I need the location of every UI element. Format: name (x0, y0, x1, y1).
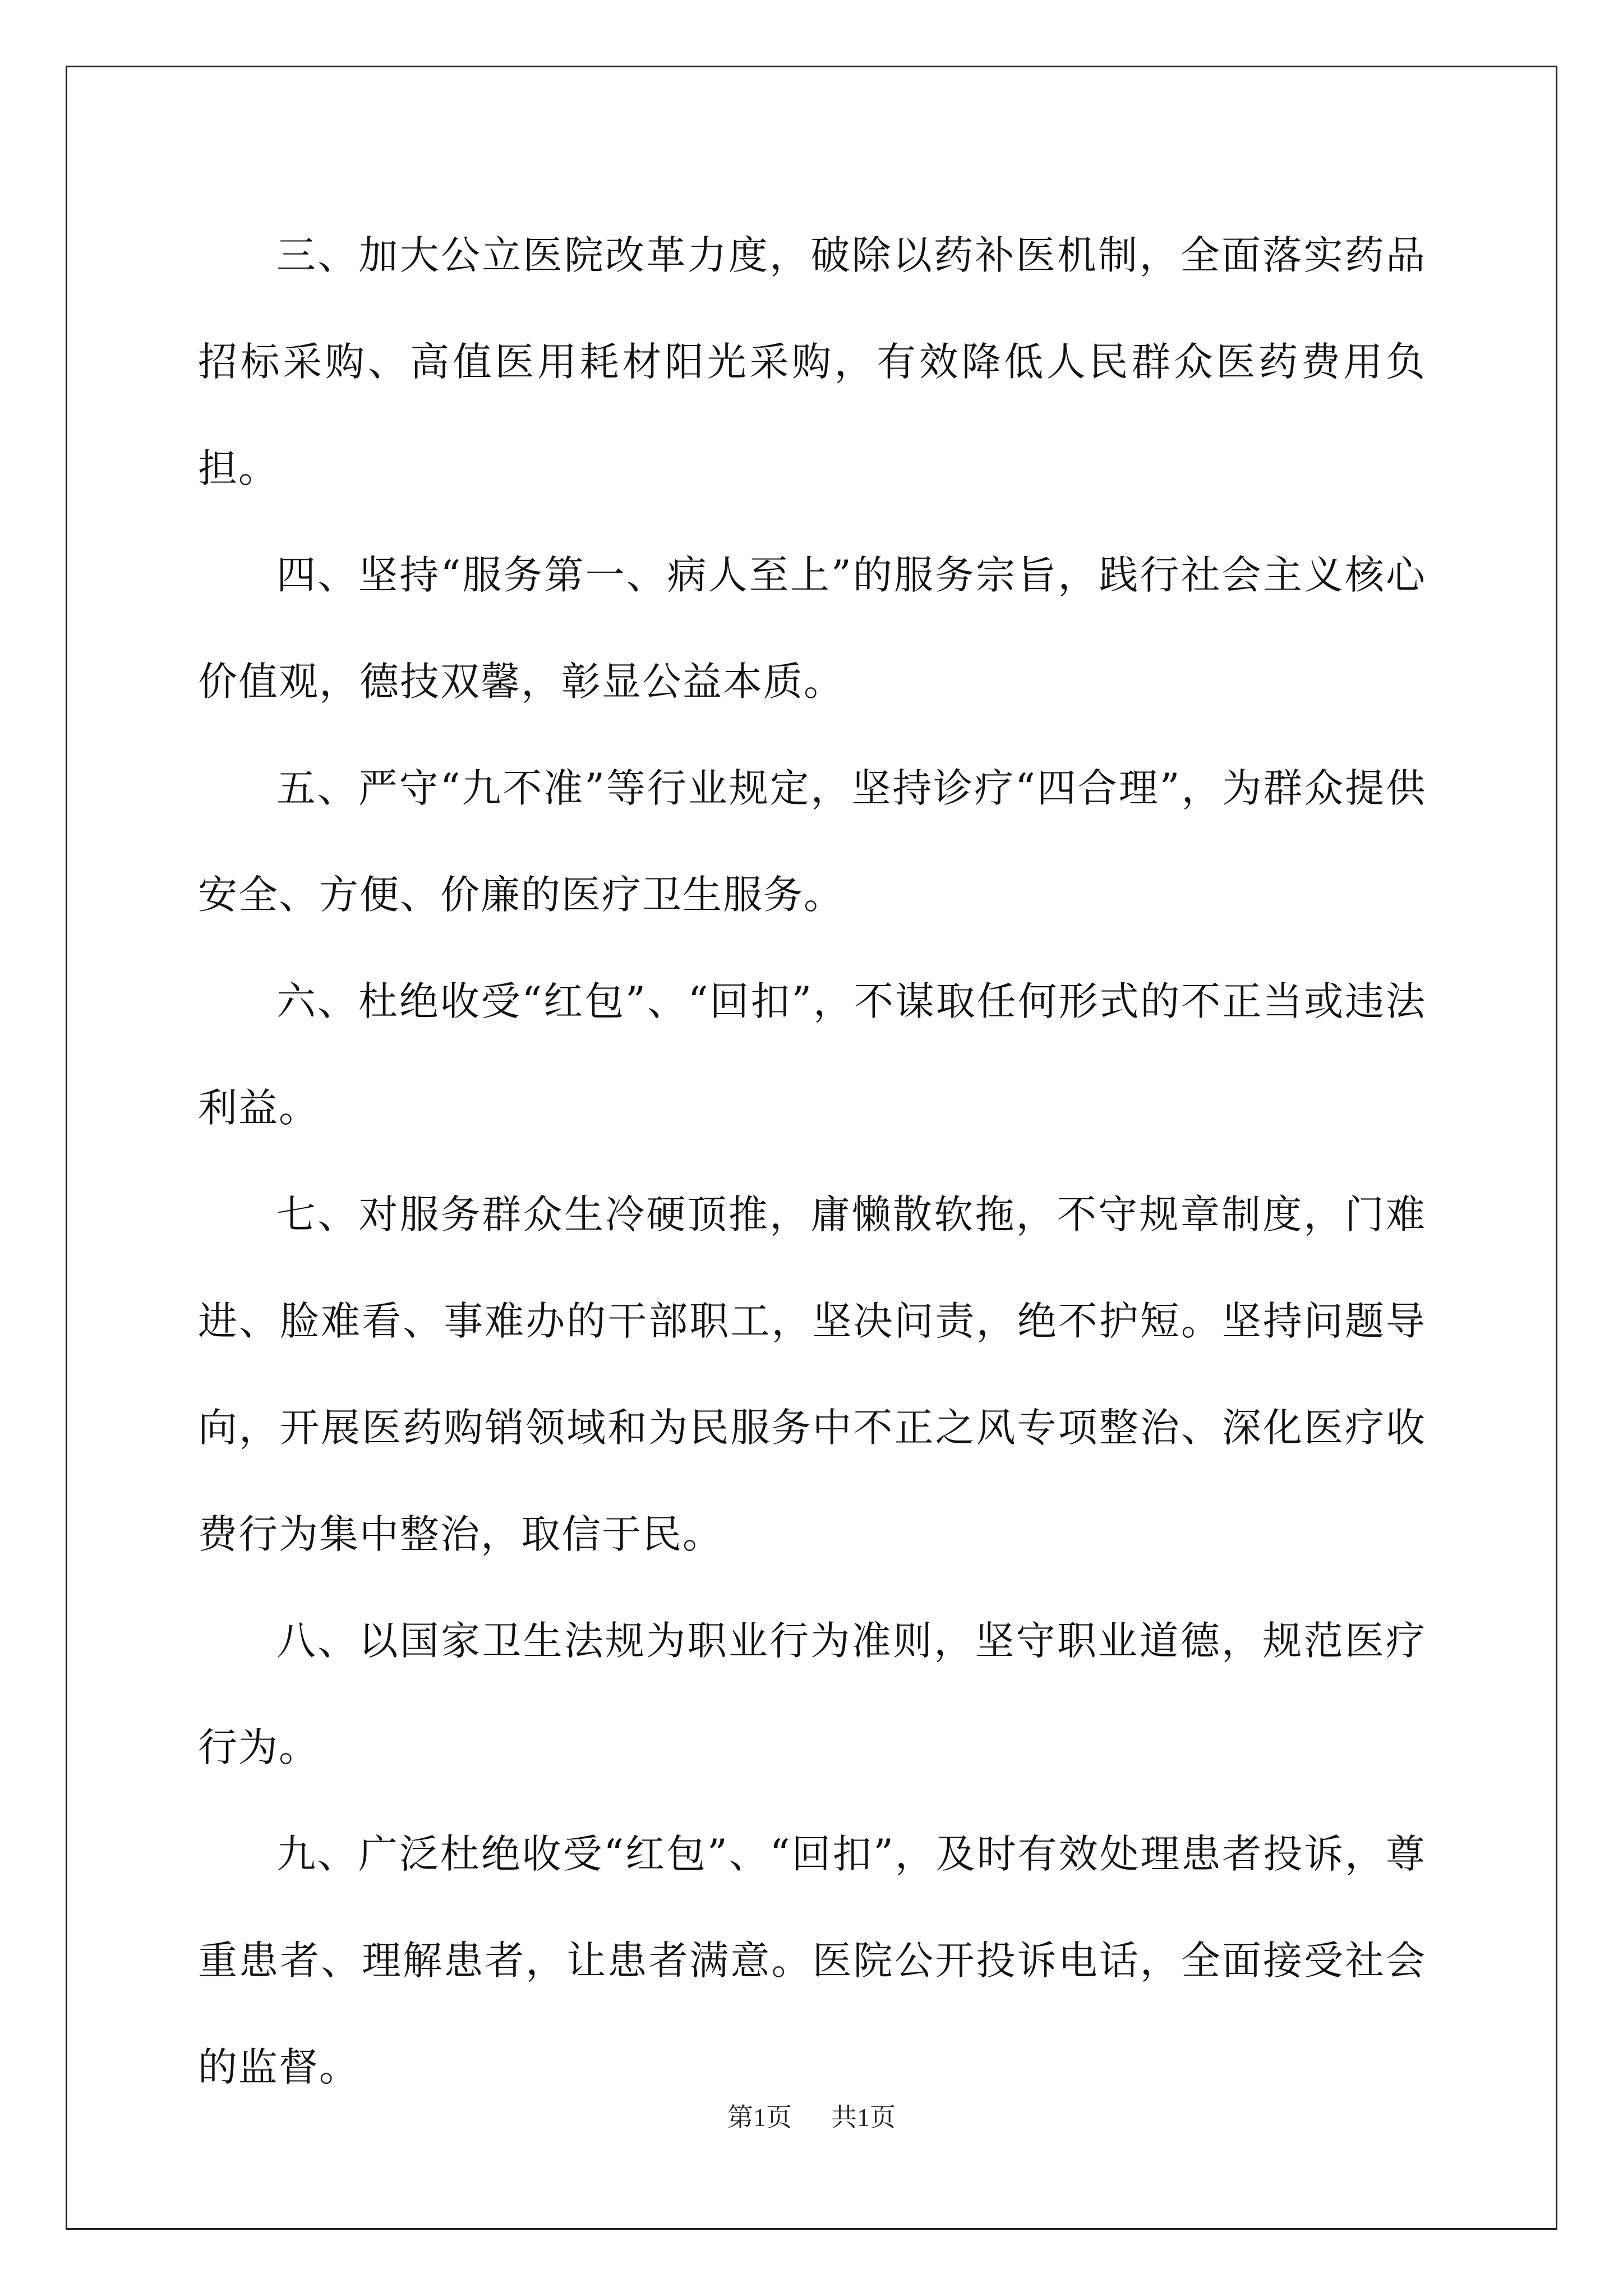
paragraph-3: 三、加大公立医院改革力度，破除以药补医机制，全面落实药品招标采购、高值医用耗材阳光采购，有效降低人民群众医药费用负担。 (198, 232, 1426, 491)
page-total: 共1页 (831, 2103, 896, 2132)
paragraph-7: 七、对服务群众生冷硬顶推，庸懒散软拖，不守规章制度，门难进、脸难看、事难办的干部职工，坚决问责，绝不护短。坚持问题导向，开展医药购销领域和为民服务中不正之风专项整治、深化医疗收费行为集中整治，取信于民。 (198, 1191, 1426, 1557)
paragraph-5: 五、严守“九不准”等行业规定，坚持诊疗“四合理”，为群众提供安全、方便、价廉的医疗卫生服务。 (198, 765, 1426, 918)
paragraph-8: 八、以国家卫生法规为职业行为准则，坚守职业道德，规范医疗行为。 (198, 1618, 1426, 1770)
page-number: 第1页 (727, 2103, 792, 2132)
paragraph-6: 六、杜绝收受“红包”、“回扣”，不谋取任何形式的不正当或违法利益。 (198, 978, 1426, 1131)
page-footer (0, 2101, 1623, 2134)
paragraph-9: 九、广泛杜绝收受“红包”、“回扣”，及时有效处理患者投诉，尊重患者、理解患者，让患者满意。医院公开投诉电话，全面接受社会的监督。 (198, 1831, 1426, 2090)
document-body (198, 202, 1426, 2120)
paragraph-4: 四、坚持“服务第一、病人至上”的服务宗旨，践行社会主义核心价值观，德技双馨，彰显公益本质。 (198, 552, 1426, 705)
